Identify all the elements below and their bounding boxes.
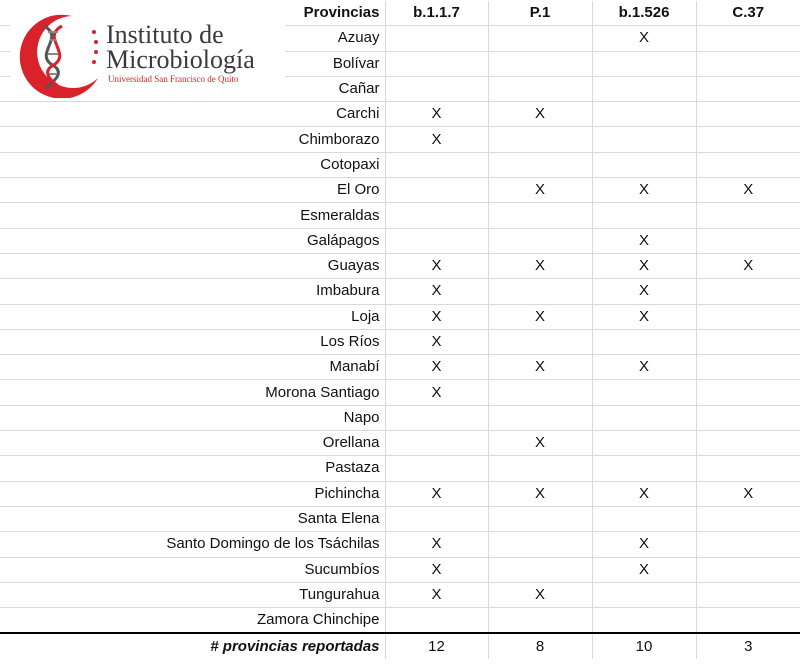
mark-b1526: [592, 152, 696, 177]
mark-c37: X: [696, 178, 800, 203]
logo-title-line2: Microbiología: [106, 45, 255, 74]
mark-c37: [696, 431, 800, 456]
mark-b117: [385, 76, 488, 101]
mark-b117: [385, 608, 488, 634]
mark-b1526: X: [592, 532, 696, 557]
mark-b1526: [592, 203, 696, 228]
mark-p1: [488, 506, 592, 531]
logo-university: Universidad San Francisco de Quito: [108, 74, 239, 84]
mark-b1526: [592, 127, 696, 152]
totals-row: [0, 633, 800, 659]
mark-b117: X: [385, 481, 488, 506]
mark-p1: X: [488, 431, 592, 456]
province-name: Sucumbíos: [0, 557, 385, 582]
mark-p1: [488, 152, 592, 177]
mark-p1: [488, 405, 592, 430]
mark-b1526: [592, 51, 696, 76]
mark-c37: X: [696, 481, 800, 506]
mark-b1526: X: [592, 253, 696, 278]
mark-b117: X: [385, 380, 488, 405]
province-name: Zamora Chinchipe: [0, 608, 385, 634]
table-body: [0, 26, 800, 634]
province-name: El Oro: [0, 178, 385, 203]
mark-b117: X: [385, 102, 488, 127]
mark-b117: [385, 431, 488, 456]
table-row: [0, 178, 800, 203]
header-p1: P.1: [488, 1, 592, 26]
mark-c37: [696, 582, 800, 607]
mark-b117: X: [385, 532, 488, 557]
mark-b117: [385, 203, 488, 228]
mark-c37: [696, 557, 800, 582]
mark-b117: [385, 506, 488, 531]
mark-c37: [696, 405, 800, 430]
mark-p1: [488, 380, 592, 405]
mark-c37: [696, 380, 800, 405]
mark-p1: X: [488, 178, 592, 203]
mark-c37: [696, 228, 800, 253]
mark-b117: [385, 456, 488, 481]
mark-c37: [696, 26, 800, 51]
mark-b117: [385, 51, 488, 76]
mark-b1526: [592, 380, 696, 405]
mark-b117: [385, 152, 488, 177]
table-row: [0, 608, 800, 634]
table-row: [0, 532, 800, 557]
province-name: Esmeraldas: [0, 203, 385, 228]
mark-p1: X: [488, 253, 592, 278]
mark-p1: [488, 26, 592, 51]
province-name: Napo: [0, 405, 385, 430]
mark-b117: X: [385, 304, 488, 329]
logo-title-line1: Instituto de: [106, 20, 224, 49]
mark-c37: [696, 506, 800, 531]
mark-p1: [488, 51, 592, 76]
mark-b117: [385, 405, 488, 430]
header-c37: C.37: [696, 1, 800, 26]
province-name: Galápagos: [0, 228, 385, 253]
table-row: [0, 355, 800, 380]
total-p1: 8: [488, 633, 592, 659]
province-name: Pichincha: [0, 481, 385, 506]
table-row: [0, 506, 800, 531]
mark-p1: [488, 127, 592, 152]
mark-b1526: [592, 76, 696, 101]
mark-b1526: [592, 506, 696, 531]
variants-by-province-table: [0, 1, 800, 659]
table-row: [0, 102, 800, 127]
mark-p1: [488, 279, 592, 304]
province-name: Cañar: [0, 76, 385, 101]
mark-b1526: X: [592, 178, 696, 203]
province-name: Carchi: [0, 102, 385, 127]
mark-p1: [488, 456, 592, 481]
province-name: Orellana: [0, 431, 385, 456]
mark-b1526: X: [592, 481, 696, 506]
province-name: Loja: [0, 304, 385, 329]
mark-c37: [696, 279, 800, 304]
mark-p1: X: [488, 102, 592, 127]
mark-p1: X: [488, 481, 592, 506]
mark-b1526: [592, 456, 696, 481]
mark-c37: [696, 355, 800, 380]
header-b1526: b.1.526: [592, 1, 696, 26]
mark-c37: [696, 608, 800, 634]
province-name: Santa Elena: [0, 506, 385, 531]
province-name: Tungurahua: [0, 582, 385, 607]
mark-b1526: [592, 102, 696, 127]
mark-b117: [385, 178, 488, 203]
mark-b1526: [592, 582, 696, 607]
mark-b1526: X: [592, 355, 696, 380]
mark-c37: [696, 51, 800, 76]
mark-b117: X: [385, 582, 488, 607]
total-b117: 12: [385, 633, 488, 659]
table-row: [0, 481, 800, 506]
table-row: [0, 152, 800, 177]
table-row: [0, 304, 800, 329]
mark-c37: [696, 203, 800, 228]
mark-c37: [696, 76, 800, 101]
mark-p1: [488, 76, 592, 101]
province-name: Manabí: [0, 355, 385, 380]
table-row: [0, 203, 800, 228]
mark-c37: [696, 532, 800, 557]
mark-b117: [385, 26, 488, 51]
table-row: [0, 405, 800, 430]
mark-p1: [488, 557, 592, 582]
mark-b1526: X: [592, 557, 696, 582]
mark-b117: [385, 228, 488, 253]
province-name: Azuay: [0, 26, 385, 51]
table-row: [0, 582, 800, 607]
mark-c37: [696, 127, 800, 152]
table-row: [0, 431, 800, 456]
province-name: Santo Domingo de los Tsáchilas: [0, 532, 385, 557]
mark-p1: X: [488, 582, 592, 607]
mark-b1526: [592, 431, 696, 456]
mark-b1526: [592, 329, 696, 354]
header-b117: b.1.1.7: [385, 1, 488, 26]
totals-label: # provincias reportadas: [0, 633, 385, 659]
header-provincias: Provincias: [0, 1, 385, 26]
institute-logo: [10, 8, 285, 98]
province-name: Pastaza: [0, 456, 385, 481]
mark-p1: [488, 532, 592, 557]
total-b1526: 10: [592, 633, 696, 659]
province-name: Cotopaxi: [0, 152, 385, 177]
mark-c37: [696, 456, 800, 481]
province-name: Imbabura: [0, 279, 385, 304]
table-row: [0, 557, 800, 582]
mark-b1526: [592, 405, 696, 430]
table-row: [0, 253, 800, 278]
total-c37: 3: [696, 633, 800, 659]
mark-b117: X: [385, 253, 488, 278]
mark-c37: [696, 152, 800, 177]
table-row: [0, 456, 800, 481]
province-name: Chimborazo: [0, 127, 385, 152]
mark-b1526: X: [592, 279, 696, 304]
mark-p1: X: [488, 304, 592, 329]
mark-c37: [696, 102, 800, 127]
mark-b117: X: [385, 355, 488, 380]
mark-c37: X: [696, 253, 800, 278]
mark-p1: [488, 608, 592, 634]
mark-b117: X: [385, 279, 488, 304]
province-name: Los Ríos: [0, 329, 385, 354]
province-name: Bolívar: [0, 51, 385, 76]
mark-b1526: X: [592, 228, 696, 253]
mark-b1526: X: [592, 26, 696, 51]
mark-b1526: X: [592, 304, 696, 329]
mark-c37: [696, 329, 800, 354]
mark-p1: [488, 203, 592, 228]
table-row: [0, 380, 800, 405]
mark-b117: X: [385, 557, 488, 582]
table-row: [0, 329, 800, 354]
mark-b117: X: [385, 127, 488, 152]
mark-b1526: [592, 608, 696, 634]
mark-c37: [696, 304, 800, 329]
mark-b117: X: [385, 329, 488, 354]
table-row: [0, 279, 800, 304]
table-row: [0, 228, 800, 253]
province-name: Guayas: [0, 253, 385, 278]
province-name: Morona Santiago: [0, 380, 385, 405]
mark-p1: [488, 329, 592, 354]
table-row: [0, 127, 800, 152]
mark-p1: X: [488, 355, 592, 380]
dna-helix-icon: [10, 8, 106, 98]
mark-p1: [488, 228, 592, 253]
